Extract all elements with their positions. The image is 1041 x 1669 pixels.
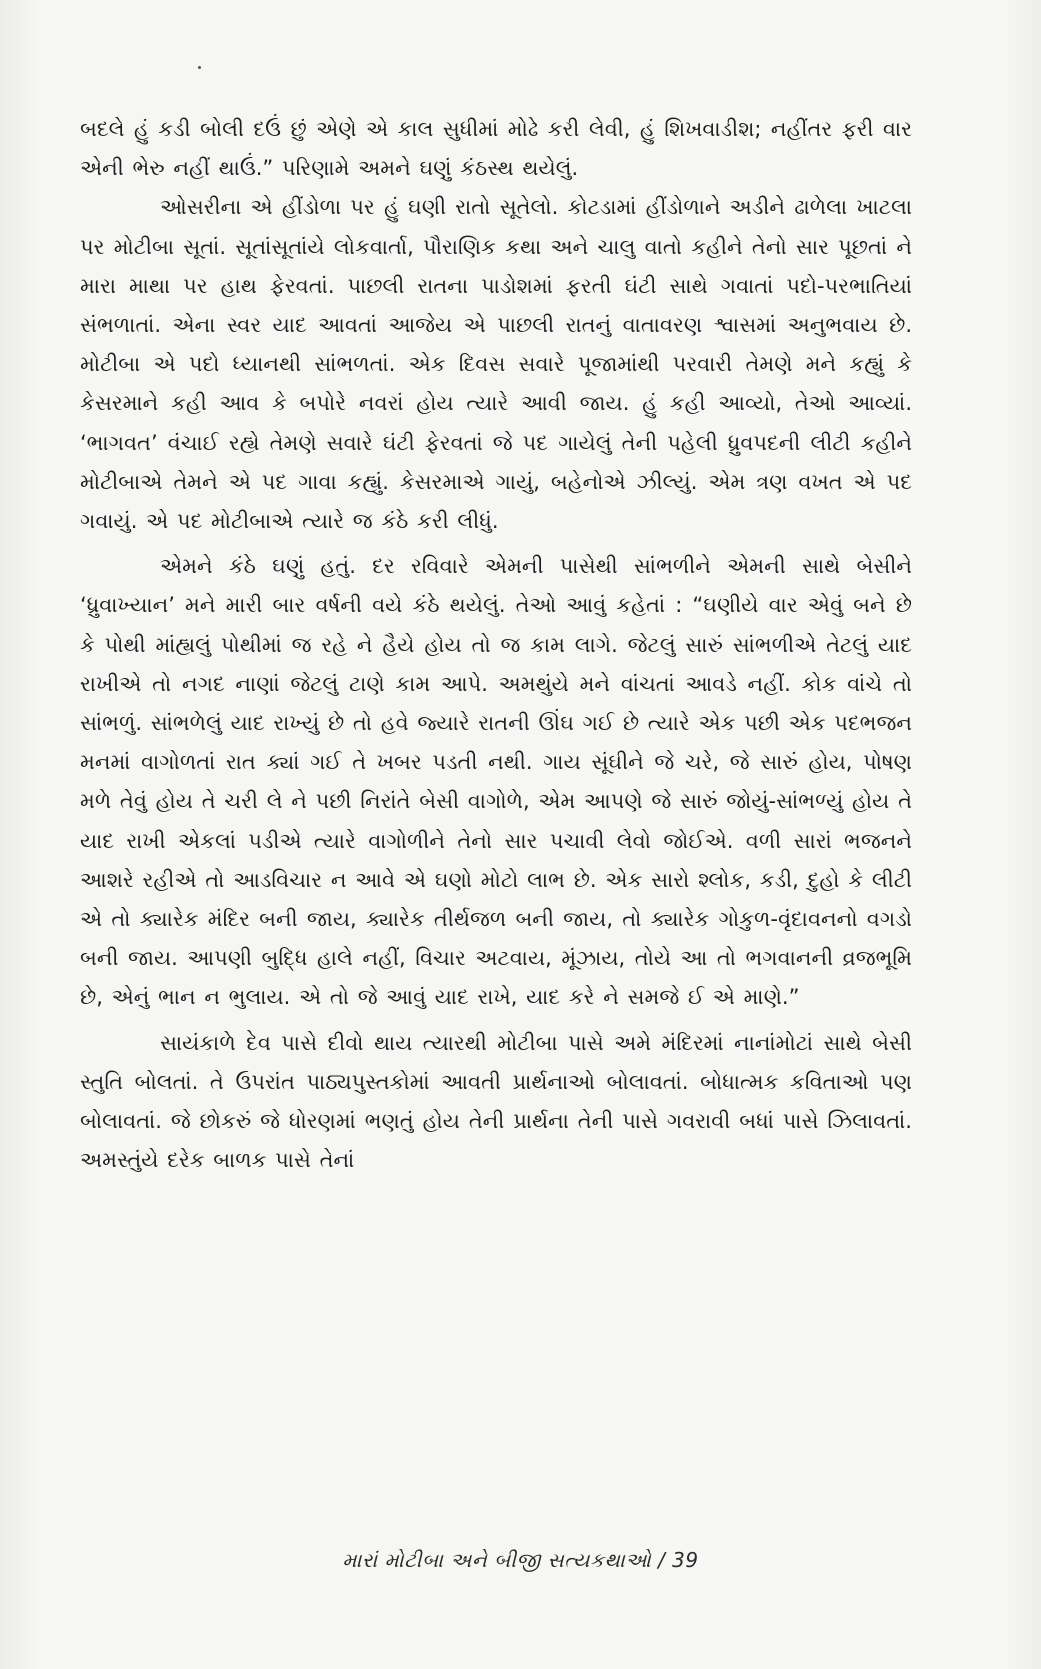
paragraph-dhruvakhyan: એમને કંઠે ઘણું હતું. દર રવિવારે એમની પાસેથી સાંભળીને એમની સાથે બેસીને ‘ધ્રુવાખ્યાન’ મને મારી બાર વર્ષની વયે કંઠે થયેલું. તેઓ આવું કહેતાં : “ઘણીયે વાર એવું બને છે કે પોથી માંહ્યલું પોથીમાં જ રહે ને હૈયે હોય તો જ કામ લાગે. જેટલું સારું સાંભળીએ તેટલું યાદ રાખીએ તો નગદ નાણાં જેટલું ટાણે કામ આપે. અમથુંયે મને વાંચતાં આવડે નહીં. કોક વાંચે તો સાંભળું. સાંભળેલું યાદ રાખ્યું છે તો હવે જ્યારે રાતની ઊંઘ ગઈ છે ત્યારે એક પછી એક પદભજન મનમાં વાગોળતાં રાત ક્યાં ગઈ તે ખબર પડતી નથી. ગાય સૂંઘીને જે ચરે, જે સારું હોય, પોષણ મળે તેવું હોય તે ચરી લે ને પછી નિરાંતે બેસી વાગોળે, એમ આપણે જે સારું જોયું-સાંભળ્યું હોય તે યાદ રાખી એકલાં પડીએ ત્યારે વાગોળીને તેનો સાર પચાવી લેવો જોઈએ. વળી સારાં ભજનને આશરે રહીએ તો આડવિચાર ન આવે એ ઘણો મોટો લાભ છે. એક સારો શ્લોક, કડી, દુહો કે લીટી એ તો ક્યારેક મંદિર બની જાય, ક્યારેક તીર્થજળ બની જાય, તો ક્યારેક ગોકુળ-વૃંદાવનનો વગડો બની જાય. આપણી બુદ્ધિ હાલે નહીં, વિચાર અટવાય, મૂંઝાય, તોયે આ તો ભગવાનની વ્રજભૂમિ છે, એનું ભાન ન ભુલાય. એ તો જે આવું યાદ રાખે, યાદ કરે ને સમજે ઈ એ માણે.” — [80, 554, 912, 1010]
body-text — [80, 110, 912, 1180]
paper-speck — [198, 66, 201, 69]
page-footer: મારાં મોટીબા અને બીજી સત્યકથાઓ / 39 — [342, 1548, 699, 1572]
paragraph-evening-prayer: સાયંકાળે દેવ પાસે દીવો થાય ત્યારથી મોટીબા પાસે અમે મંદિરમાં નાનાંમોટાં સાથે બેસી સ્તુતિ બોલતાં. તે ઉપરાંત પાઠ્યપુસ્તકોમાં આવતી પ્રાર્થનાઓ બોલાવતાં. બોધાત્મક કવિતાઓ પણ બોલાવતાં. જે છોકરું જે ધોરણમાં ભણતું હોય તેની પ્રાર્થના તેની પાસે ગવરાવી બધાં પાસે ઝિલાવતાં. અમસ્તુંયે દરેક બાળક પાસે તેનાં — [80, 1030, 912, 1173]
paragraph-continuation: બદલે હું કડી બોલી દઉં છું એણે એ કાલ સુધીમાં મોઢે કરી લેવી, હું શિખવાડીશ; નહીંતર ફરી વાર એની ભેરુ નહીં થાઉં.” પરિણામે અમને ઘણું કંઠસ્થ થયેલું. — [80, 117, 912, 181]
paragraph-hindola: ઓસરીના એ હીંડોળા પર હું ઘણી રાતો સૂતેલો. કોટડામાં હીંડોળાને અડીને ઢાળેલા ખાટલા પર મોટીબા સૂતાં. સૂતાંસૂતાંયે લોકવાર્તા, પૌરાણિક કથા અને ચાલુ વાતો કહીને તેનો સાર પૂછતાં ને મારા માથા પર હાથ ફેરવતાં. પાછલી રાતના પાડોશમાં ફરતી ઘંટી સાથે ગવાતાં પદો-પરભાતિયાં સંભળાતાં. એના સ્વર યાદ આવતાં આજેય એ પાછલી રાતનું વાતાવરણ શ્વાસમાં અનુભવાય છે. મોટીબા એ પદો ધ્યાનથી સાંભળતાં. એક દિવસ સવારે પૂજામાંથી પરવારી તેમણે મને કહ્યું કે કેસરમાને કહી આવ કે બપોરે નવરાં હોય ત્યારે આવી જાય. હું કહી આવ્યો, તેઓ આવ્યાં. ‘ભાગવત’ વંચાઈ રહ્યે તેમણે સવારે ઘંટી ફેરવતાં જે પદ ગાયેલું તેની પહેલી ધ્રુવપદની લીટી કહીને મોટીબાએ તેમને એ પદ ગાવા કહ્યું. કેસરમાએ ગાયું, બહેનોએ ઝીલ્યું. એમ ત્રણ વખત એ પદ ગવાયું. એ પદ મોટીબાએ ત્યારે જ કંઠે કરી લીધું. — [80, 195, 912, 534]
